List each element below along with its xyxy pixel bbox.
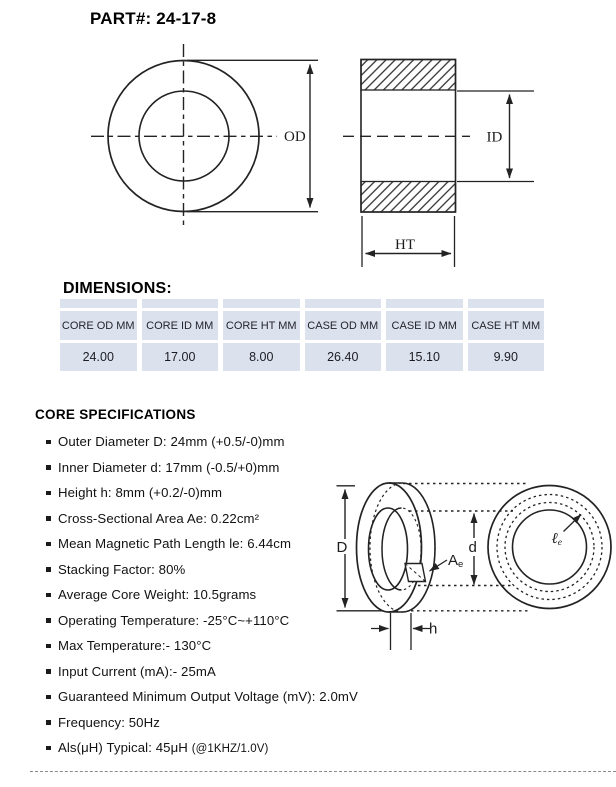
spec-item: Cross-Sectional Area Ae: 0.22cm² [43,506,573,532]
core-specifications-heading: CORE SPECIFICATIONS [35,407,196,422]
dimensions-table [60,299,544,371]
table-spacer-cell [386,299,463,308]
spec-item: Mean Magnetic Path Length le: 6.44cm [43,531,573,557]
table-spacer-cell [468,299,545,308]
spec-item: Guaranteed Minimum Output Voltage (mV): 2.0mV [43,684,573,710]
ht-label: HT [395,237,415,253]
table-value-cell: 24.00 [60,343,137,371]
table-value-cell: 9.90 [468,343,545,371]
spec-item: Frequency: 50Hz [43,710,573,736]
hatch-band-bottom [361,182,456,213]
table-spacer-cell [305,299,382,308]
table-header-cell: CORE OD MM [60,311,137,340]
spec-item: Max Temperature:- 130°C [43,633,573,659]
table-value-cell: 15.10 [386,343,463,371]
front-view-drawing [91,44,318,229]
table-header-row [60,311,544,340]
table-spacer-cell [223,299,300,308]
dimensions-heading: DIMENSIONS: [63,280,172,297]
table-value-cell: 26.40 [305,343,382,371]
id-label: ID [486,129,503,146]
spec-item: Inner Diameter d: 17mm (-0.5/+0)mm [43,455,573,481]
spec-item-text: Als(μH) Typical: 45μH [58,740,188,755]
table-spacer-row [60,299,544,308]
table-header-cell: CASE OD MM [305,311,382,340]
spec-item: Operating Temperature: -25°C~+110°C [43,608,573,634]
table-value-cell: 17.00 [142,343,219,371]
spec-item [43,735,573,763]
table-spacer-cell [60,299,137,308]
hatch-band-top [361,60,456,91]
ae-label: Ae [448,552,464,570]
page-bottom-divider [30,771,616,772]
height-h-label: h [429,620,438,638]
core-specs-list [43,429,573,763]
table-value-cell: 8.00 [223,343,300,371]
spec-item: Height h: 8mm (+0.2/-0)mm [43,480,573,506]
le-label: ℓe [551,531,562,548]
spec-item: Outer Diameter D: 24mm (+0.5/-0)mm [43,429,573,455]
table-header-cell: CASE ID MM [386,311,463,340]
table-value-row [60,343,544,371]
side-view-drawing [343,60,534,268]
table-spacer-cell [142,299,219,308]
spec-item-note: (@1KHZ/1.0V) [191,743,269,755]
outer-diameter-D-label: D [336,539,348,556]
spec-item: Stacking Factor: 80% [43,557,573,583]
part-number-title: PART#: 24-17-8 [90,9,217,28]
table-header-cell: CORE ID MM [142,311,219,340]
table-header-cell: CASE HT MM [468,311,545,340]
od-label: OD [284,129,306,145]
table-header-cell: CORE HT MM [223,311,300,340]
inner-diameter-d-label: d [468,539,477,556]
spec-item: Input Current (mA):- 25mA [43,659,573,685]
spec-item: Average Core Weight: 10.5grams [43,582,573,608]
